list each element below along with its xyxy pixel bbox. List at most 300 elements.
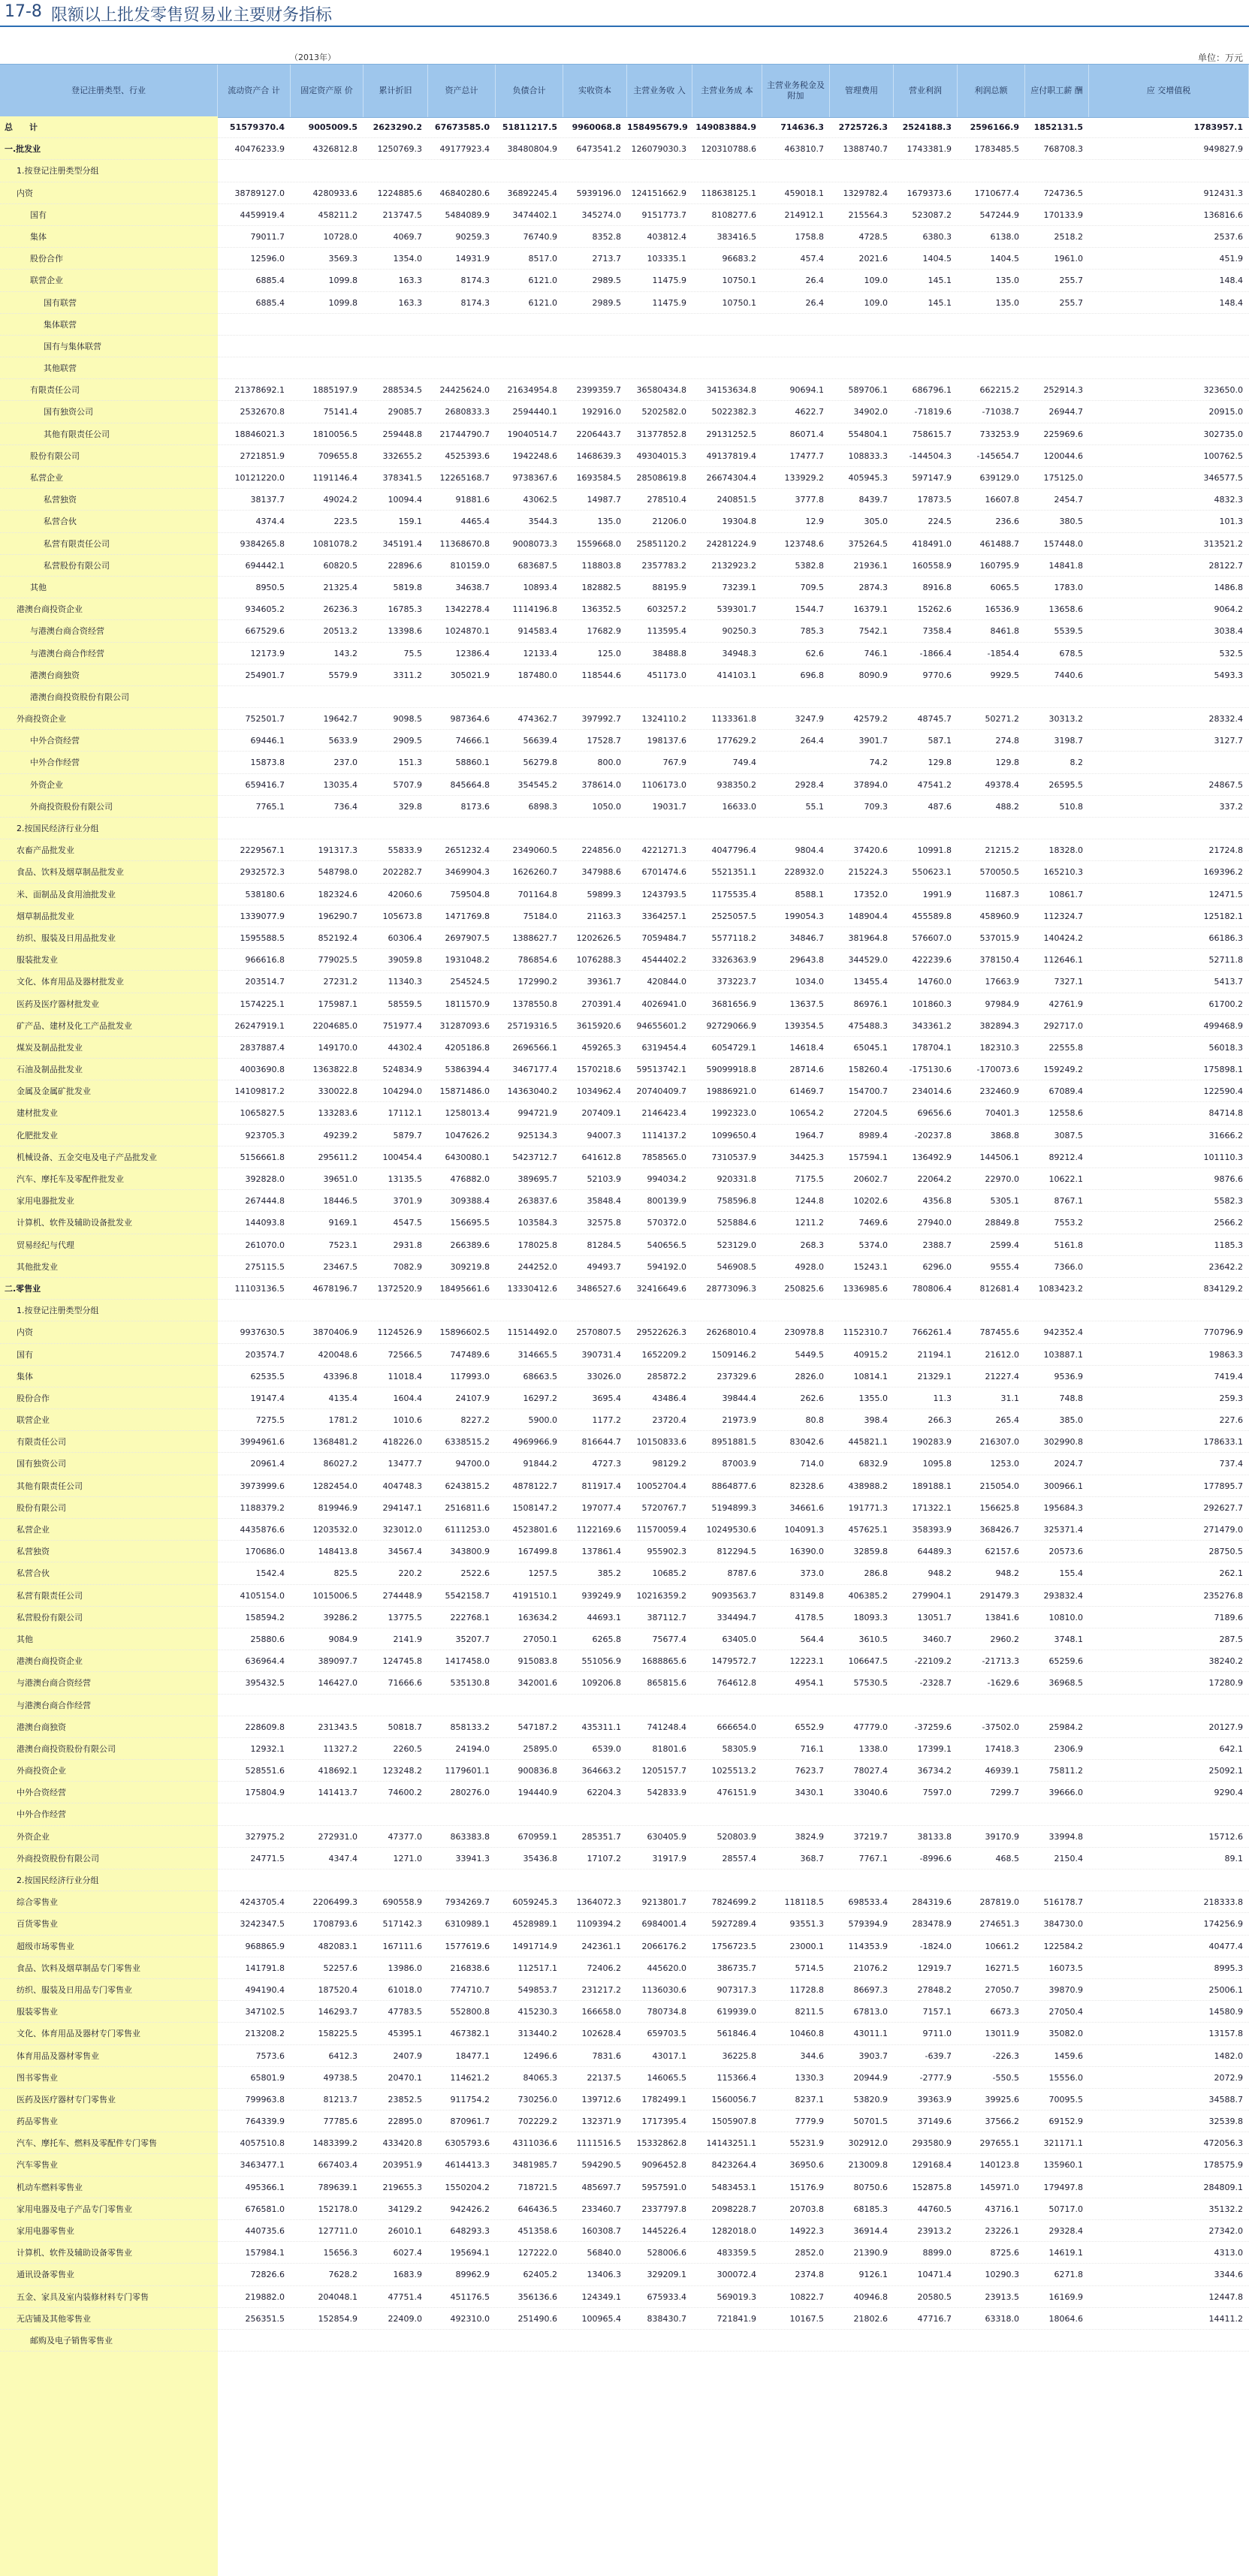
table-cell: 274651.3 bbox=[979, 1919, 1019, 1930]
table-cell: 6673.3 bbox=[990, 2007, 1019, 2017]
table-cell: 678.5 bbox=[1059, 648, 1083, 658]
table-cell: 1342278.4 bbox=[445, 604, 490, 615]
table-cell bbox=[218, 686, 291, 708]
table-cell: 266.3 bbox=[928, 1415, 952, 1426]
table-cell: 62535.5 bbox=[250, 1371, 285, 1381]
table-cell: 1509146.2 bbox=[711, 1349, 756, 1360]
row-label: 外商投资企业 bbox=[17, 714, 66, 725]
table-cell: 9876.6 bbox=[1214, 1174, 1243, 1184]
row-label: 文化、体育用品及器材批发业 bbox=[17, 977, 124, 987]
table-cell: 2623290.2 bbox=[373, 122, 422, 132]
table-cell: 799963.8 bbox=[245, 2094, 285, 2104]
table-cell: 115366.4 bbox=[717, 2072, 756, 2083]
table-cell: 10822.7 bbox=[789, 2291, 824, 2302]
table-cell: 66186.3 bbox=[1208, 932, 1243, 943]
table-cell: 676581.0 bbox=[245, 2204, 285, 2214]
table-cell: 1122169.6 bbox=[576, 1525, 621, 1535]
table-cell: 12.9 bbox=[805, 517, 824, 527]
row-label: 与港澳台商合资经营 bbox=[30, 626, 104, 637]
table-cell: 321171.1 bbox=[1043, 2138, 1083, 2149]
table-cell: 14109817.2 bbox=[234, 1086, 285, 1097]
table-cell: 16536.9 bbox=[985, 604, 1019, 615]
table-cell bbox=[830, 1869, 894, 1891]
table-cell: 24281224.9 bbox=[706, 538, 756, 549]
table-cell: 825.5 bbox=[333, 1568, 358, 1579]
table-cell bbox=[762, 314, 830, 336]
table-cell bbox=[762, 160, 830, 182]
table-cell: 129168.4 bbox=[912, 2160, 952, 2171]
table-row bbox=[0, 1125, 1249, 1146]
table-cell bbox=[563, 160, 627, 182]
table-cell: 55833.9 bbox=[388, 845, 422, 856]
table-cell: 845664.8 bbox=[450, 779, 490, 790]
table-cell: 9960068.8 bbox=[572, 122, 621, 132]
row-label: 与港澳台商合作经营 bbox=[17, 1700, 91, 1710]
table-cell: 404748.3 bbox=[382, 1481, 422, 1491]
table-cell: 26944.7 bbox=[1048, 407, 1083, 417]
table-cell: 440735.6 bbox=[245, 2226, 285, 2236]
table-cell bbox=[496, 1695, 563, 1716]
table-cell: 2525057.5 bbox=[711, 911, 756, 921]
table-cell: 101110.3 bbox=[1203, 1152, 1243, 1162]
table-cell: 31666.2 bbox=[1208, 1130, 1243, 1140]
table-row bbox=[0, 1102, 1249, 1124]
table-cell: 23642.2 bbox=[1208, 1261, 1243, 1272]
row-label: 外资企业 bbox=[17, 1831, 50, 1842]
table-cell: 6885.4 bbox=[255, 276, 285, 286]
table-cell: 169396.2 bbox=[1203, 867, 1243, 878]
table-cell: 378614.0 bbox=[581, 779, 621, 790]
table-cell: 16073.5 bbox=[1048, 1963, 1083, 1973]
table-cell: 547187.2 bbox=[517, 1722, 557, 1732]
table-cell: 6121.0 bbox=[528, 276, 557, 286]
table-cell: 1354.0 bbox=[393, 254, 422, 264]
table-cell: 1025513.2 bbox=[711, 1766, 756, 1776]
table-cell bbox=[1089, 336, 1249, 357]
table-cell: 43011.1 bbox=[853, 2029, 888, 2039]
table-cell: 5493.3 bbox=[1214, 670, 1243, 680]
table-cell: 3326363.9 bbox=[711, 955, 756, 966]
table-cell bbox=[627, 1869, 692, 1891]
table-cell: 8899.0 bbox=[922, 2248, 952, 2258]
table-cell: 12932.1 bbox=[250, 1743, 285, 1754]
row-label: 二.零售业 bbox=[5, 1283, 41, 1294]
column-header: 利润总额 bbox=[958, 65, 1025, 117]
table-cell: 4069.7 bbox=[393, 231, 422, 242]
table-cell: 709.5 bbox=[800, 582, 824, 592]
table-cell: 20513.2 bbox=[323, 626, 358, 637]
table-cell: 34425.3 bbox=[789, 1152, 824, 1162]
table-cell: 702229.2 bbox=[517, 2117, 557, 2127]
table-cell: 291479.3 bbox=[979, 1590, 1019, 1601]
table-cell: 163634.2 bbox=[517, 1612, 557, 1622]
table-cell: 81213.7 bbox=[323, 2094, 358, 2104]
table-cell: 43716.1 bbox=[985, 2204, 1019, 2214]
table-cell: 20915.0 bbox=[1208, 407, 1243, 417]
table-cell: 10861.7 bbox=[1048, 889, 1083, 899]
table-cell: 344529.0 bbox=[848, 955, 888, 966]
table-cell: 81284.5 bbox=[587, 1240, 621, 1250]
table-cell: 16390.0 bbox=[789, 1547, 824, 1557]
table-cell: 767.9 bbox=[662, 758, 686, 768]
row-label: 医药及医疗器材批发业 bbox=[17, 999, 99, 1009]
row-label: 私营独资 bbox=[17, 1547, 50, 1557]
table-cell: 39286.2 bbox=[323, 1612, 358, 1622]
table-cell: 492310.0 bbox=[450, 2313, 490, 2324]
table-cell: 14760.0 bbox=[917, 977, 952, 987]
table-cell: 72566.5 bbox=[388, 1349, 422, 1360]
table-cell: 189188.1 bbox=[912, 1481, 952, 1491]
table-cell: 264.4 bbox=[800, 736, 824, 746]
table-cell: 812681.4 bbox=[979, 1283, 1019, 1294]
table-row bbox=[0, 2220, 1249, 2242]
table-cell: 18328.0 bbox=[1048, 845, 1083, 856]
table-cell: 4026941.0 bbox=[641, 999, 686, 1009]
table-cell: 34846.7 bbox=[789, 932, 824, 943]
row-label: 农畜产品批发业 bbox=[17, 845, 74, 856]
table-cell: 38133.8 bbox=[917, 1831, 952, 1842]
table-cell: 36225.8 bbox=[722, 2050, 756, 2061]
table-cell: 35848.4 bbox=[587, 1196, 621, 1207]
table-cell bbox=[563, 314, 627, 336]
column-header: 固定资产原 价 bbox=[291, 65, 364, 117]
table-cell: 5720767.7 bbox=[641, 1502, 686, 1513]
row-label: 1.按登记注册类型分组 bbox=[17, 166, 99, 176]
table-cell: 3460.7 bbox=[922, 1634, 952, 1644]
table-cell: 718721.5 bbox=[517, 2182, 557, 2192]
table-cell: 259448.8 bbox=[382, 429, 422, 439]
table-cell: 34638.7 bbox=[455, 582, 490, 592]
table-cell: 1550204.2 bbox=[445, 2182, 490, 2192]
row-label: 食品、饮料及烟草制品专门零售业 bbox=[17, 1963, 140, 1973]
table-cell: 7573.6 bbox=[255, 2050, 285, 2061]
table-row bbox=[0, 1234, 1249, 1256]
table-cell: 2132923.2 bbox=[711, 560, 756, 571]
table-cell: 5202582.0 bbox=[641, 407, 686, 417]
table-cell: 12919.7 bbox=[917, 1963, 952, 1973]
table-row bbox=[0, 664, 1249, 686]
column-header: 累计折旧 bbox=[364, 65, 428, 117]
table-cell: 104294.0 bbox=[382, 1086, 422, 1097]
table-cell: 4954.1 bbox=[795, 1678, 824, 1689]
table-cell: 213208.2 bbox=[245, 2029, 285, 2039]
table-cell: 7767.1 bbox=[858, 1853, 888, 1863]
table-cell: 9064.2 bbox=[1214, 604, 1243, 615]
table-cell: 1710677.4 bbox=[974, 188, 1019, 198]
table-cell: 1177.2 bbox=[592, 1415, 621, 1426]
table-cell bbox=[1025, 160, 1089, 182]
table-cell: 384730.0 bbox=[1043, 1919, 1083, 1930]
table-cell: 455589.8 bbox=[912, 911, 952, 921]
table-cell: 2713.7 bbox=[592, 254, 621, 264]
row-label: 一.批发业 bbox=[5, 144, 41, 155]
table-cell: 5582.3 bbox=[1214, 1196, 1243, 1207]
table-row bbox=[0, 993, 1249, 1015]
table-cell: 386735.7 bbox=[717, 1963, 756, 1973]
table-cell: 8211.5 bbox=[795, 2007, 824, 2017]
table-cell: 330022.8 bbox=[318, 1086, 358, 1097]
table-cell: 1683.9 bbox=[393, 2270, 422, 2280]
table-cell: 187480.0 bbox=[517, 670, 557, 680]
table-cell: 38789127.0 bbox=[234, 188, 285, 198]
table-cell: 4459919.4 bbox=[240, 209, 285, 220]
table-cell: 716.1 bbox=[800, 1743, 824, 1754]
table-cell: 4326812.8 bbox=[312, 144, 358, 155]
table-row bbox=[0, 2023, 1249, 2044]
table-cell: -144504.3 bbox=[909, 450, 952, 461]
table-cell: 9213801.7 bbox=[641, 1897, 686, 1908]
table-cell: 156625.8 bbox=[979, 1502, 1019, 1513]
row-label: 家用电器批发业 bbox=[17, 1196, 74, 1207]
table-cell: 646436.5 bbox=[517, 2204, 557, 2214]
table-cell: 3364257.1 bbox=[641, 911, 686, 921]
table-cell bbox=[894, 1695, 958, 1716]
table-cell: 60820.5 bbox=[323, 560, 358, 571]
table-row bbox=[0, 1541, 1249, 1562]
table-cell: 10685.2 bbox=[652, 1568, 686, 1579]
row-label: 汽车、摩托车及零配件批发业 bbox=[17, 1174, 124, 1184]
table-cell bbox=[762, 752, 830, 773]
table-cell: 955902.3 bbox=[647, 1547, 686, 1557]
table-row bbox=[0, 1321, 1249, 1343]
table-cell: 325371.4 bbox=[1043, 1525, 1083, 1535]
table-cell bbox=[958, 314, 1025, 336]
table-cell: 8439.7 bbox=[858, 495, 888, 505]
table-cell: 8517.0 bbox=[528, 254, 557, 264]
table-cell: 385.0 bbox=[1059, 1415, 1083, 1426]
table-cell: 105673.8 bbox=[382, 911, 422, 921]
table-cell: 9169.1 bbox=[328, 1218, 358, 1228]
table-cell: 64489.3 bbox=[917, 1547, 952, 1557]
table-cell: 364663.2 bbox=[581, 1766, 621, 1776]
table-cell: 9005009.5 bbox=[308, 122, 358, 132]
table-cell: 19147.4 bbox=[250, 1393, 285, 1403]
table-cell: 7440.6 bbox=[1054, 670, 1083, 680]
table-cell: 323650.0 bbox=[1203, 385, 1243, 396]
table-cell: 569019.3 bbox=[717, 2291, 756, 2302]
table-row bbox=[0, 511, 1249, 532]
table-cell: 267444.8 bbox=[245, 1196, 285, 1207]
table-cell bbox=[762, 818, 830, 839]
table-cell: 4614413.3 bbox=[445, 2160, 490, 2171]
table-cell: 140424.2 bbox=[1043, 932, 1083, 943]
table-cell bbox=[894, 1803, 958, 1825]
table-cell: 774710.7 bbox=[450, 1984, 490, 1995]
table-cell: 40477.4 bbox=[1208, 1941, 1243, 1951]
table-cell: 158260.4 bbox=[848, 1065, 888, 1075]
table-cell: 194440.9 bbox=[517, 1788, 557, 1798]
table-cell: 4528989.1 bbox=[512, 1919, 557, 1930]
table-cell: 56639.4 bbox=[523, 736, 557, 746]
table-cell: 474362.7 bbox=[517, 714, 557, 725]
table-cell: 12496.6 bbox=[523, 2050, 557, 2061]
table-cell: 145.1 bbox=[928, 297, 952, 308]
table-cell: 11103136.5 bbox=[234, 1283, 285, 1294]
table-cell: 124349.1 bbox=[581, 2291, 621, 2302]
table-cell: -1854.4 bbox=[987, 648, 1019, 658]
table-cell: 146427.0 bbox=[318, 1678, 358, 1689]
table-cell: 28750.5 bbox=[1208, 1547, 1243, 1557]
table-cell: 29643.8 bbox=[789, 955, 824, 966]
table-cell: -170073.6 bbox=[976, 1065, 1019, 1075]
table-cell: 34153634.8 bbox=[706, 385, 756, 396]
table-row bbox=[0, 643, 1249, 664]
table-cell: 49137819.4 bbox=[706, 450, 756, 461]
table-cell: 21634954.8 bbox=[507, 385, 557, 396]
table-cell: 741248.4 bbox=[647, 1722, 686, 1732]
row-label: 机械设备、五金交电及电子产品批发业 bbox=[17, 1152, 157, 1162]
table-cell: 2725726.3 bbox=[838, 122, 888, 132]
table-cell: 23000.1 bbox=[789, 1941, 824, 1951]
table-cell: 32575.8 bbox=[587, 1218, 621, 1228]
table-cell: 4280933.6 bbox=[312, 188, 358, 198]
table-cell: 40915.2 bbox=[853, 1349, 888, 1360]
table-cell: 758615.7 bbox=[912, 429, 952, 439]
table-cell: 17399.1 bbox=[917, 1743, 952, 1754]
table-cell: 459265.3 bbox=[581, 1042, 621, 1053]
table-cell: 69656.6 bbox=[917, 1108, 952, 1119]
table-cell: 146065.5 bbox=[647, 2072, 686, 2083]
table-cell: 6310989.1 bbox=[445, 1919, 490, 1930]
row-label: 米、面制品及食用油批发业 bbox=[17, 889, 116, 899]
table-cell: 8588.1 bbox=[795, 889, 824, 899]
table-row bbox=[0, 138, 1249, 160]
table-cell: 16607.8 bbox=[985, 495, 1019, 505]
table-cell: 2146423.4 bbox=[641, 1108, 686, 1119]
table-cell: 292627.7 bbox=[1203, 1502, 1243, 1513]
table-row bbox=[0, 1146, 1249, 1168]
table-cell: 639129.0 bbox=[979, 473, 1019, 483]
table-cell: 18093.3 bbox=[853, 1612, 888, 1622]
table-cell: 17477.7 bbox=[789, 450, 824, 461]
table-cell bbox=[428, 1869, 496, 1891]
table-cell: 4135.4 bbox=[328, 1393, 358, 1403]
table-cell: 22896.6 bbox=[388, 560, 422, 571]
table-row bbox=[0, 116, 1249, 138]
table-cell: 13035.4 bbox=[323, 779, 358, 790]
table-cell bbox=[692, 314, 762, 336]
table-cell: 88195.9 bbox=[652, 582, 686, 592]
table-cell: 274448.9 bbox=[382, 1590, 422, 1601]
table-cell: 10052704.4 bbox=[636, 1481, 686, 1491]
table-cell: 15873.8 bbox=[250, 758, 285, 768]
table-cell: 244252.0 bbox=[517, 1261, 557, 1272]
table-cell: 1482.0 bbox=[1214, 2050, 1243, 2061]
table-cell: 2374.8 bbox=[795, 2270, 824, 2280]
table-cell: 7597.0 bbox=[922, 1788, 952, 1798]
row-label: 医药及医疗器材专门零售业 bbox=[17, 2094, 116, 2104]
table-cell: 237329.6 bbox=[717, 1371, 756, 1381]
table-cell: 127222.0 bbox=[517, 2248, 557, 2258]
table-cell: 86071.4 bbox=[789, 429, 824, 439]
table-cell: 1508147.2 bbox=[512, 1502, 557, 1513]
table-cell: 40476233.9 bbox=[234, 144, 285, 155]
row-label: 其他有限责任公司 bbox=[17, 1481, 83, 1491]
table-cell: 179497.8 bbox=[1043, 2182, 1083, 2192]
table-cell: -1629.6 bbox=[987, 1678, 1019, 1689]
table-cell: 709655.8 bbox=[318, 450, 358, 461]
table-cell: 1595588.5 bbox=[240, 932, 285, 943]
table-cell: 344.6 bbox=[800, 2050, 824, 2061]
column-header: 流动资产合 计 bbox=[218, 65, 291, 117]
table-cell: 94700.0 bbox=[455, 1459, 490, 1469]
table-cell bbox=[364, 1803, 428, 1825]
table-cell: 13841.6 bbox=[985, 1612, 1019, 1622]
table-cell: 987364.6 bbox=[450, 714, 490, 725]
table-cell: 124151662.9 bbox=[631, 188, 686, 198]
table-cell: 254524.5 bbox=[450, 977, 490, 987]
table-cell: 75184.0 bbox=[523, 911, 557, 921]
table-cell: 495366.1 bbox=[245, 2182, 285, 2192]
table-cell: 34129.2 bbox=[388, 2204, 422, 2214]
table-cell: 327975.2 bbox=[245, 1831, 285, 1842]
table-cell: 21227.4 bbox=[985, 1371, 1019, 1381]
table-cell: 63405.0 bbox=[722, 1634, 756, 1644]
row-label: 私营独资 bbox=[44, 495, 77, 505]
table-cell: 215224.3 bbox=[848, 867, 888, 878]
table-cell bbox=[428, 2330, 496, 2352]
table-cell: 295611.2 bbox=[318, 1152, 358, 1162]
table-cell bbox=[830, 1695, 894, 1716]
row-label: 机动车燃料零售业 bbox=[17, 2182, 83, 2192]
table-cell: 38488.8 bbox=[652, 648, 686, 658]
table-row bbox=[0, 1650, 1249, 1672]
table-cell: 420844.0 bbox=[647, 977, 686, 987]
table-cell: 159249.2 bbox=[1043, 1065, 1083, 1075]
table-cell bbox=[762, 1803, 830, 1825]
table-cell: 86697.3 bbox=[853, 1984, 888, 1995]
table-cell: 5879.7 bbox=[393, 1130, 422, 1140]
table-cell: 4178.5 bbox=[795, 1612, 824, 1622]
table-cell: 26.4 bbox=[805, 297, 824, 308]
table-row bbox=[0, 226, 1249, 248]
table-cell: 13477.7 bbox=[388, 1459, 422, 1469]
table-cell: 15656.3 bbox=[323, 2248, 358, 2258]
table-cell: 21076.2 bbox=[853, 1963, 888, 1973]
table-cell: 7779.9 bbox=[795, 2117, 824, 2127]
table-cell: 22409.0 bbox=[388, 2313, 422, 2324]
table-cell: 29522626.3 bbox=[636, 1327, 686, 1338]
table-cell: 114621.2 bbox=[450, 2072, 490, 2083]
table-row bbox=[0, 905, 1249, 927]
table-cell: 27204.5 bbox=[853, 1108, 888, 1119]
table-cell: 37566.2 bbox=[985, 2117, 1019, 2127]
table-cell: 25895.0 bbox=[523, 1743, 557, 1754]
table-cell: 152875.8 bbox=[912, 2182, 952, 2192]
table-cell: 125.0 bbox=[597, 648, 621, 658]
table-cell: 1388740.7 bbox=[843, 144, 888, 155]
table-cell: 1479572.7 bbox=[711, 1656, 756, 1667]
table-cell: 40946.8 bbox=[853, 2291, 888, 2302]
table-cell: 2909.5 bbox=[393, 736, 422, 746]
table-cell: 5579.9 bbox=[328, 670, 358, 680]
table-cell: 39363.9 bbox=[917, 2094, 952, 2104]
table-cell: 1185.3 bbox=[1214, 1240, 1243, 1250]
table-cell: 3824.9 bbox=[795, 1831, 824, 1842]
table-cell bbox=[218, 1300, 291, 1321]
table-cell: 747489.6 bbox=[450, 1349, 490, 1360]
table-cell bbox=[218, 1695, 291, 1716]
table-cell: 4544402.2 bbox=[641, 955, 686, 966]
table-cell: 86027.2 bbox=[323, 1459, 358, 1469]
row-label: 私营企业 bbox=[30, 473, 63, 483]
table-cell: 724736.5 bbox=[1043, 188, 1083, 198]
table-cell: -175130.6 bbox=[909, 1065, 952, 1075]
table-cell: 10460.8 bbox=[789, 2029, 824, 2039]
table-cell bbox=[364, 2330, 428, 2352]
table-cell: 47541.2 bbox=[917, 779, 952, 790]
table-cell: 204048.1 bbox=[318, 2291, 358, 2302]
